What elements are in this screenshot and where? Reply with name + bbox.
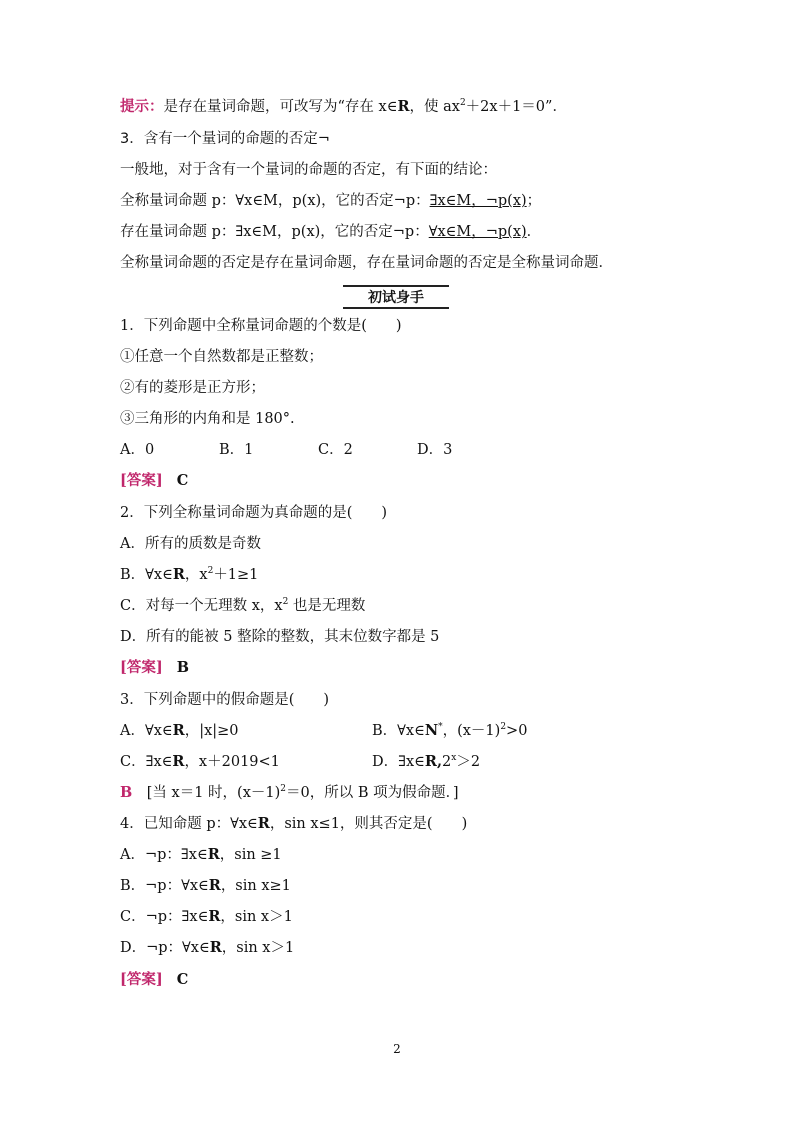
q3-b-set: N — [424, 722, 439, 739]
q3-b-sup: 2 — [500, 722, 507, 733]
q2-stem: 2．下列全称量词命题为真命题的是( ) — [120, 505, 388, 521]
existential-prefix: 存在量词命题 p：∃x∈M，p(x)，它的否定¬p： — [120, 224, 429, 240]
q2-option-d: D．所有的能被 5 整除的整数，其末位数字都是 5 — [120, 629, 440, 645]
q2-b-2: ，x — [184, 567, 208, 583]
q1-answer — [120, 471, 188, 491]
q3-d-sup: x — [451, 753, 457, 764]
q1-option-b: B．1 — [219, 442, 254, 458]
q3-option-d — [372, 752, 480, 772]
banner-title: 初试身手 — [362, 287, 430, 307]
q2-b-set: R — [172, 566, 185, 583]
q3-b-star: * — [438, 722, 443, 733]
q3-option-a — [120, 721, 239, 741]
q4-d-pre: D．¬p：∀x∈ — [120, 940, 210, 956]
q4-option-a — [120, 845, 282, 865]
hint-label: 提示： — [120, 99, 164, 115]
q1-option-a: A．0 — [120, 442, 155, 458]
q1-item: ③三角形的内角和是 180°. — [120, 411, 295, 427]
q3-d-2: 2 — [442, 754, 452, 770]
hint-set-R: R — [397, 98, 410, 115]
q2-c-2: 也是无理数 — [288, 598, 366, 614]
q3-b-2: ，(x－1) — [442, 723, 501, 739]
q4-option-c — [120, 907, 293, 927]
q1-option-d: D．3 — [417, 442, 453, 458]
existential-negation: ∀x∈M，¬p(x) — [428, 224, 527, 240]
hint-sup: 2 — [459, 98, 466, 109]
section3-title: 3．含有一个量词的命题的否定¬ — [120, 131, 330, 147]
q4-c-pre: C．¬p：∃x∈ — [120, 909, 209, 925]
page-number: 2 — [393, 1042, 401, 1056]
section3-intro: 一般地，对于含有一个量词的命题的否定，有下面的结论： — [120, 162, 497, 178]
q4-stem — [120, 814, 467, 834]
q3-solution — [120, 783, 459, 803]
q2-answer — [120, 658, 189, 678]
hint-text-a: 是存在量词命题，可改写为“存在 x∈ — [163, 99, 398, 115]
q3-a-1: A．∀x∈ — [120, 723, 173, 739]
q3-c-set: R — [172, 753, 185, 770]
q3-sol-sup: 2 — [280, 784, 286, 795]
q4-c-set: R — [208, 908, 221, 925]
q1-item: ①任意一个自然数都是正整数； — [120, 349, 323, 365]
q3-stem: 3．下列命题中的假命题是( ) — [120, 692, 330, 708]
existential-suffix: ． — [526, 224, 542, 240]
q2-option-c — [120, 596, 365, 616]
answer-label: [答案] — [120, 659, 163, 676]
section3-summary: 全称量词命题的否定是存在量词命题，存在量词命题的否定是全称量词命题． — [120, 255, 613, 271]
q3-option-c — [120, 752, 280, 772]
answer-value: B — [176, 659, 189, 676]
q2-option-a: A．所有的质数是奇数 — [120, 536, 261, 552]
answer-value: C — [176, 971, 189, 988]
q4-c-post: ，sin x＞1 — [220, 909, 293, 925]
q4-a-pre: A．¬p：∃x∈ — [120, 847, 208, 863]
q4-a-set: R — [207, 846, 220, 863]
q4-b-set: R — [208, 877, 221, 894]
q4-stem-set: R — [257, 815, 270, 832]
q1-stem: 1．下列命题中全称量词命题的个数是( ) — [120, 318, 402, 334]
hint-text-c: ＋2x＋1＝0”． — [465, 99, 567, 115]
q4-option-b — [120, 876, 291, 896]
section-banner — [343, 285, 449, 309]
answer-label: [答案] — [120, 472, 163, 489]
q4-answer — [120, 970, 188, 990]
q3-sol-2: ＝0，所以 B 项为假命题．] — [286, 785, 459, 801]
answer-value: C — [176, 472, 189, 489]
q4-stem-2: ，sin x≤1，则其否定是( ) — [269, 816, 468, 832]
q3-a-set: R — [172, 722, 185, 739]
hint-text-b: ，使 ax — [409, 99, 460, 115]
q2-option-b — [120, 565, 258, 585]
q3-d-3: ＞2 — [456, 754, 481, 770]
q4-d-post: ，sin x＞1 — [221, 940, 295, 956]
answer-label: [答案] — [120, 971, 163, 988]
q4-d-set: R — [209, 939, 222, 956]
q3-b-3: >0 — [506, 723, 528, 739]
q3-d-1: D．∃x∈ — [372, 754, 425, 770]
q3-a-2: ，|x|≥0 — [184, 723, 239, 739]
q3-c-2: ，x＋2019<1 — [184, 754, 280, 770]
q2-b-sup: 2 — [207, 566, 214, 577]
existential-negation-line — [120, 222, 541, 242]
q3-sol-1: [当 x＝1 时，(x－1) — [132, 785, 281, 801]
universal-negation-line — [120, 191, 541, 211]
q4-b-post: ，sin x≥1 — [220, 878, 291, 894]
q2-b-1: B．∀x∈ — [120, 567, 173, 583]
q4-stem-1: 4．已知命题 p：∀x∈ — [120, 816, 258, 832]
hint-line — [120, 97, 567, 117]
universal-prefix: 全称量词命题 p：∀x∈M，p(x)，它的否定¬p： — [120, 193, 430, 209]
universal-suffix: ； — [526, 193, 542, 209]
q4-b-pre: B．¬p：∀x∈ — [120, 878, 209, 894]
q3-d-set: R, — [424, 753, 443, 770]
q2-b-3: ＋1≥1 — [213, 567, 259, 583]
q1-option-c: C．2 — [318, 442, 353, 458]
q4-option-d — [120, 938, 294, 958]
q4-a-post: ，sin ≥1 — [219, 847, 282, 863]
q2-c-sup: 2 — [282, 597, 289, 608]
q2-c-1: C．对每一个无理数 x，x — [120, 598, 283, 614]
q3-c-1: C．∃x∈ — [120, 754, 173, 770]
q3-b-1: B．∀x∈ — [372, 723, 425, 739]
solution-letter: B — [120, 784, 133, 801]
q3-option-b — [372, 721, 527, 741]
universal-negation: ∃x∈M，¬p(x) — [429, 193, 527, 209]
q1-item: ②有的菱形是正方形； — [120, 380, 265, 396]
